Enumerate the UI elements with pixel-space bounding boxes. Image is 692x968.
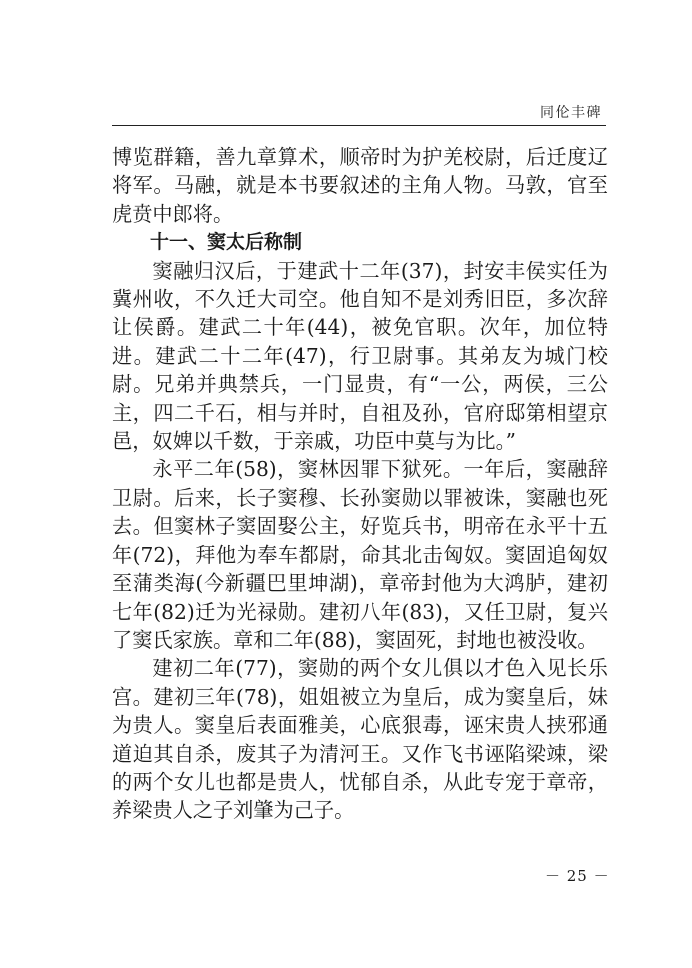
paragraph-3: 建初二年(77)，窦勋的两个女儿俱以才色入见长乐宫。建初三年(78)，姐姐被立为皇后，成为窦皇后，妹为贵人。窦皇后表面雅美，心底狠毒，诬宋贵人挟邪通道迫其自杀，废其子为清河王。又作飞书诬陷梁竦，梁的两个女儿也都是贵人，忧郁自杀，从此专宠于章帝，养梁贵人之子刘肇为己子。 <box>112 656 608 823</box>
body-text <box>112 143 608 825</box>
paragraph-2: 永平二年(58)，窦林因罪下狱死。一年后，窦融辞卫尉。后来，长子窦穆、长孙窦勋以罪被诛，窦融也死去。但窦林子窦固娶公主，好览兵书，明帝在永平十五年(72)，拜他为奉车都尉，命其北击匈奴。窦固追匈奴至蒲类海(今新疆巴里坤湖)，章帝封他为大鸿胪，建初七年(82)迁为光禄勋。建初八年(83)，又任卫尉，复兴了窦氏家族。章和二年(88)，窦固死，封地也被没收。 <box>112 457 608 652</box>
page-number: － 25 － <box>545 867 610 885</box>
section-heading: 十一、窦太后称制 <box>150 231 303 254</box>
running-title: 同伦丰碑 <box>540 105 602 121</box>
continued-paragraph: 博览群籍，善九章算术，顺帝时为护羌校尉，后迁度辽将军。马融，就是本书要叙述的主角人物。马敦，官至虎贲中郎将。 <box>112 145 608 226</box>
paragraph-1: 窦融归汉后，于建武十二年(37)，封安丰侯实任为冀州收，不久迁大司空。他自知不是刘秀旧臣，多次辞让侯爵。建武二十年(44)，被免官职。次年，加位特进。建武二十二年(47)，行卫尉事。其弟友为城门校尉。兄弟并典禁兵，一门显贵，有“一公，两侯，三公主，四二千石，相与并时，自祖及孙，官府邸第相望京邑，奴婢以千数，于亲戚，功臣中莫与为比。” <box>112 258 608 454</box>
running-header <box>112 101 606 126</box>
